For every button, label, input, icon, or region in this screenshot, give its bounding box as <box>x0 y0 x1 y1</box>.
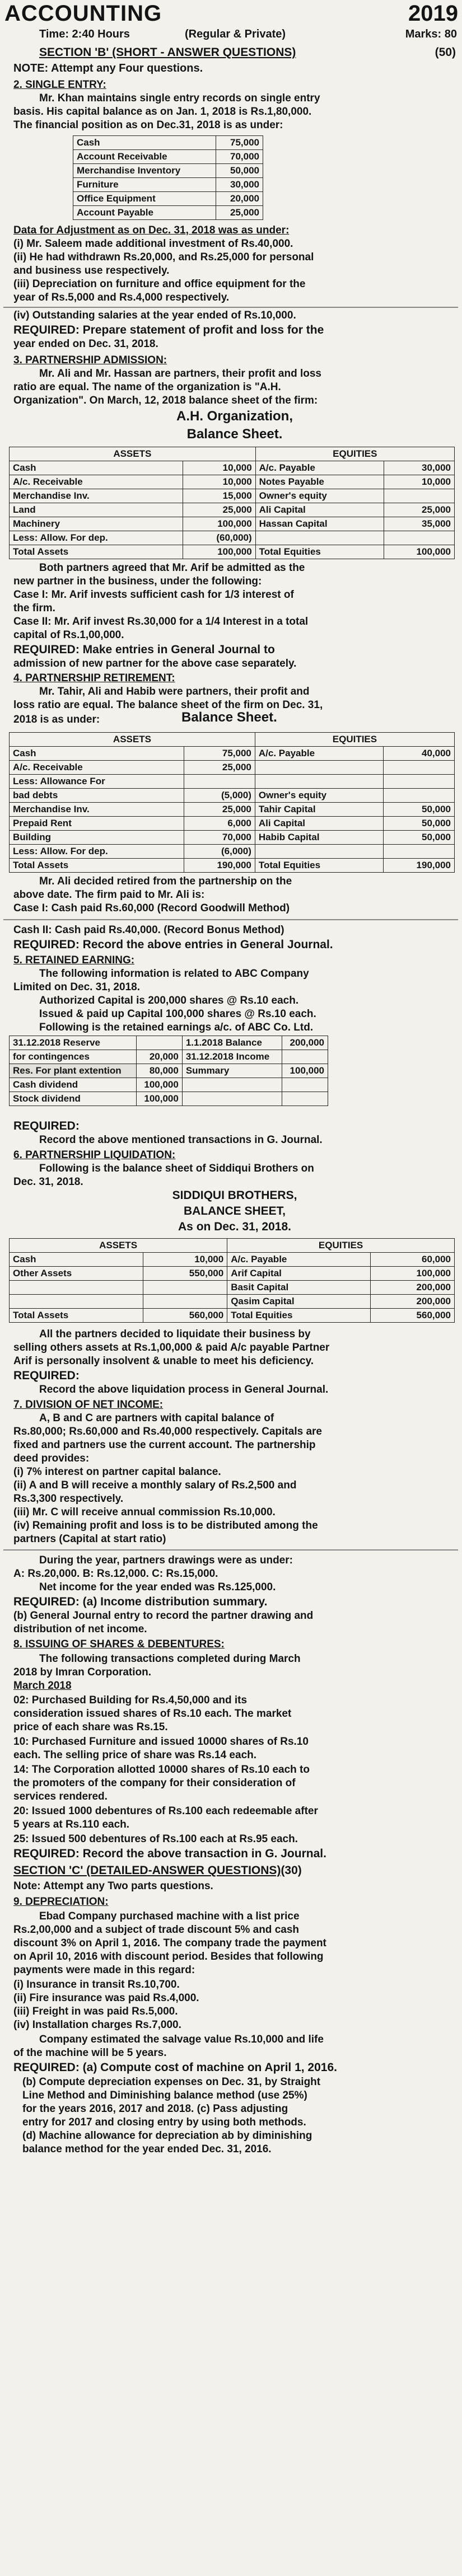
table-cell: 100,000 <box>384 545 454 559</box>
table-cell: Merchandise Inv. <box>10 489 183 503</box>
divider <box>3 919 458 920</box>
table-row <box>10 1050 328 1064</box>
q2-req-1: REQUIRED: Prepare statement of profit and loss for the <box>13 324 324 336</box>
table-cell: Cash dividend <box>10 1078 137 1092</box>
table-cell: Account Payable <box>73 206 216 220</box>
table-cell <box>143 1281 227 1295</box>
q4-after-4: REQUIRED: Record the above entries in General Journal. <box>13 938 333 951</box>
q8-line-1: 2018 by Imran Corporation. <box>13 1666 152 1678</box>
q9-line-9: Company estimated the salvage value Rs.10,000 and life <box>39 2034 324 2045</box>
q2-position-table <box>73 135 263 220</box>
table-row <box>10 831 455 845</box>
q3-after-3: the firm. <box>13 602 55 614</box>
table-row <box>10 1267 455 1281</box>
table-cell: 560,000 <box>143 1309 227 1323</box>
table-cell <box>255 775 383 789</box>
q3-after-7: admission of new partner for the above case separately. <box>13 658 297 669</box>
table-row <box>10 1281 455 1295</box>
q5-intro-1: Limited on Dec. 31, 2018. <box>13 981 140 993</box>
q7-line-6: Rs.3,300 respectively. <box>13 1493 124 1505</box>
table-cell: 70,000 <box>184 831 255 845</box>
table-cell: Stock dividend <box>10 1092 137 1106</box>
table-header: EQUITIES <box>255 447 454 461</box>
table-cell: 200,000 <box>370 1281 454 1295</box>
q8-heading: 8. ISSUING OF SHARES & DEBENTURES: <box>13 1638 225 1650</box>
table-row <box>10 447 455 461</box>
q4-after-0: Mr. Ali decided retired from the partnership on the <box>39 875 292 887</box>
table-cell: bad debts <box>10 789 184 803</box>
table-cell <box>184 775 255 789</box>
table-row <box>10 775 455 789</box>
q2-intro-3: The financial position as on Dec.31, 2018 is as under: <box>13 119 283 131</box>
table-row <box>10 1092 328 1106</box>
table-cell: Machinery <box>10 517 183 531</box>
table-cell: 25,000 <box>184 803 255 817</box>
table-cell: Cash <box>73 136 216 150</box>
q4-balance-sheet <box>9 732 455 873</box>
table-cell: Qasim Capital <box>227 1295 370 1309</box>
q9-line-13: Line Method and Diminishing balance method (use 25%) <box>22 2090 307 2101</box>
q5-req-1: Record the above mentioned transactions in G. Journal. <box>39 1134 323 1146</box>
q2-adj-5: year of Rs.5,000 and Rs.4,000 respectively. <box>13 292 230 303</box>
table-cell: 100,000 <box>282 1064 328 1078</box>
q7-line-9: partners (Capital at start ratio) <box>13 1533 166 1545</box>
table-cell <box>255 761 383 775</box>
table-cell: Account Receivable <box>73 150 216 164</box>
table-cell: Other Assets <box>10 1267 143 1281</box>
table-row <box>10 1295 455 1309</box>
table-cell: 50,000 <box>383 803 454 817</box>
q7-line-11: A: Rs.20,000. B: Rs.12,000. C: Rs.15,000. <box>13 1568 218 1580</box>
table-cell: 31.12.2018 Reserve <box>10 1036 137 1050</box>
table-row <box>73 164 263 178</box>
table-cell: 30,000 <box>384 461 454 475</box>
table-cell: 25,000 <box>216 206 263 220</box>
q4-sheet-title: Balance Sheet. <box>181 710 277 725</box>
table-cell: Hassan Capital <box>255 517 384 531</box>
table-row <box>10 1064 328 1078</box>
table-cell: 60,000 <box>370 1253 454 1267</box>
table-row <box>10 461 455 475</box>
table-cell: for contingences <box>10 1050 137 1064</box>
table-cell: Total Assets <box>10 545 183 559</box>
table-row <box>73 178 263 192</box>
table-header: EQUITIES <box>227 1239 455 1253</box>
table-cell <box>282 1078 328 1092</box>
table-row <box>73 206 263 220</box>
table-header: ASSETS <box>10 733 255 747</box>
table-cell: Owner's equity <box>255 789 383 803</box>
q9-line-1: Rs.2,00,000 and a subject of trade discount 5% and cash <box>13 1924 300 1936</box>
table-row <box>10 503 455 517</box>
table-cell: 100,000 <box>137 1092 183 1106</box>
q4-intro-tail: 2018 is as under: <box>13 714 100 725</box>
table-cell: Prepaid Rent <box>10 817 184 831</box>
q3-after-6: REQUIRED: Make entries in General Journal to <box>13 643 275 656</box>
q2-adj-6: (iv) Outstanding salaries at the year ended of Rs.10,000. <box>13 310 296 321</box>
table-cell: 20,000 <box>137 1050 183 1064</box>
table-cell: 10,000 <box>143 1253 227 1267</box>
table-cell: A/c. Receivable <box>10 761 184 775</box>
section-b-note: NOTE: Attempt any Four questions. <box>13 62 203 74</box>
table-row <box>10 761 455 775</box>
q9-line-3: on April 10, 2016 with discount period. Besides that following <box>13 1951 324 1963</box>
q8-line-6: 10: Purchased Furniture and issued 10000 shares of Rs.10 <box>13 1736 309 1748</box>
table-cell: 75,000 <box>216 136 263 150</box>
table-cell: Office Equipment <box>73 192 216 206</box>
q9-line-12: (b) Compute depreciation expenses on Dec. 31, by Straight <box>22 2076 321 2088</box>
table-cell <box>137 1036 183 1050</box>
q6-sheet-date: As on Dec. 31, 2018. <box>178 1220 291 1233</box>
q6-after-1: selling others assets at Rs.1,00,000 & paid A/c payable Partner <box>13 1342 330 1353</box>
q6-intro-0: Following is the balance sheet of Siddiqui Brothers on <box>39 1163 314 1174</box>
q9-line-15: entry for 2017 and closing entry by using both methods. <box>22 2116 306 2128</box>
table-header: ASSETS <box>10 1239 227 1253</box>
table-cell: 80,000 <box>137 1064 183 1078</box>
q3-intro-1: Mr. Ali and Mr. Hassan are partners, their profit and loss <box>39 368 321 380</box>
table-cell: 35,000 <box>384 517 454 531</box>
table-cell: Less: Allow. For dep. <box>10 845 184 859</box>
q3-sheet-title: Balance Sheet. <box>186 427 283 442</box>
q6-after-3: REQUIRED: <box>13 1369 80 1382</box>
table-cell <box>182 1092 282 1106</box>
table-cell: 50,000 <box>383 817 454 831</box>
q7-line-12: Net income for the year ended was Rs.125,000. <box>39 1581 276 1593</box>
table-row <box>10 475 455 489</box>
q9-line-4: payments were made in this regard: <box>13 1964 195 1976</box>
table-header: EQUITIES <box>255 733 454 747</box>
q3-balance-sheet <box>9 447 455 559</box>
table-cell <box>282 1050 328 1064</box>
q6-heading: 6. PARTNERSHIP LIQUIDATION: <box>13 1149 176 1161</box>
q9-line-17: balance method for the year ended Dec. 31, 2016. <box>22 2143 272 2155</box>
table-row <box>10 531 455 545</box>
q9-line-11: REQUIRED: (a) Compute cost of machine on April 1, 2016. <box>13 2061 337 2074</box>
table-row <box>73 150 263 164</box>
table-cell: Basit Capital <box>227 1281 370 1295</box>
q4-intro-1: Mr. Tahir, Ali and Habib were partners, their profit and <box>39 686 310 697</box>
table-row <box>10 733 455 747</box>
table-cell: 560,000 <box>370 1309 454 1323</box>
table-cell <box>282 1092 328 1106</box>
table-cell <box>383 789 454 803</box>
table-cell <box>143 1295 227 1309</box>
table-cell: 200,000 <box>282 1036 328 1050</box>
table-cell: A/c. Receivable <box>10 475 183 489</box>
table-cell <box>255 845 383 859</box>
q8-line-13: 25: Issued 500 debentures of Rs.100 each at Rs.95 each. <box>13 1833 298 1845</box>
table-cell: Cash <box>10 1253 143 1267</box>
table-cell: 75,000 <box>184 747 255 761</box>
table-cell: Summary <box>182 1064 282 1078</box>
table-row <box>10 1309 455 1323</box>
table-cell: 25,000 <box>184 761 255 775</box>
section-b-title-text: SECTION 'B' (SHORT - ANSWER QUESTIONS) <box>39 46 296 59</box>
table-cell: Total Assets <box>10 1309 143 1323</box>
q4-heading: 4. PARTNERSHIP RETIREMENT: <box>13 672 175 684</box>
q7-line-2: fixed and partners use the current account. The partnership <box>13 1439 316 1451</box>
q9-line-14: for the years 2016, 2017 and 2018. (c) Pass adjusting <box>22 2103 288 2115</box>
table-cell: 70,000 <box>216 150 263 164</box>
table-cell: 10,000 <box>183 461 256 475</box>
table-row <box>10 803 455 817</box>
section-c-marks: (30) <box>281 1864 302 1877</box>
q5-retained-earnings-account <box>9 1036 328 1106</box>
q3-after-0: Both partners agreed that Mr. Arif be admitted as the <box>39 562 305 574</box>
q7-line-1: Rs.80,000; Rs.60,000 and Rs.40,000 respectively. Capitals are <box>13 1426 322 1437</box>
table-cell: A/c. Payable <box>255 461 384 475</box>
table-row <box>10 1078 328 1092</box>
q6-balance-sheet <box>9 1238 455 1323</box>
q6-org-name: SIDDIQUI BROTHERS, <box>172 1189 297 1202</box>
q6-intro-1: Dec. 31, 2018. <box>13 1176 83 1188</box>
q2-intro-1: Mr. Khan maintains single entry records on single entry <box>39 92 320 104</box>
table-row <box>10 517 455 531</box>
q8-line-8: 14: The Corporation allotted 10000 shares of Rs.10 each to <box>13 1764 310 1776</box>
table-row <box>10 747 455 761</box>
q7-line-0: A, B and C are partners with capital balance of <box>39 1412 274 1424</box>
q8-line-14: REQUIRED: Record the above transaction in G. Journal. <box>13 1847 326 1860</box>
q2-adj-3: and business use respectively. <box>13 265 170 277</box>
q2-intro-2: basis. His capital balance as on Jan. 1, 2018 is Rs.1,80,000. <box>13 106 312 118</box>
table-cell: 190,000 <box>184 859 255 873</box>
q3-heading: 3. PARTNERSHIP ADMISSION: <box>13 354 167 366</box>
table-cell: 100,000 <box>370 1267 454 1281</box>
q8-line-5: price of each share was Rs.15. <box>13 1721 168 1733</box>
table-cell: Merchandise Inventory <box>73 164 216 178</box>
table-header: ASSETS <box>10 447 256 461</box>
q5-intro-4: Following is the retained earnings a/c. of ABC Co. Ltd. <box>39 1022 314 1033</box>
table-cell <box>383 761 454 775</box>
q7-line-3: deed provides: <box>13 1453 90 1464</box>
q2-adj-0: Data for Adjustment as on Dec. 31, 2018 was as under: <box>13 224 290 236</box>
table-cell: 1.1.2018 Balance <box>182 1036 282 1050</box>
table-cell: Notes Payable <box>255 475 384 489</box>
exam-meta <box>39 28 457 44</box>
table-cell <box>10 1281 143 1295</box>
q5-req-0: REQUIRED: <box>13 1120 80 1132</box>
q8-line-7: each. The selling price of share was Rs.14 each. <box>13 1749 257 1761</box>
table-cell <box>383 775 454 789</box>
q5-heading: 5. RETAINED EARNING: <box>13 954 135 966</box>
q3-after-2: Case I: Mr. Arif invests sufficient cash for 1/3 interest of <box>13 589 294 601</box>
q8-line-11: 20: Issued 1000 debentures of Rs.100 each redeemable after <box>13 1805 318 1817</box>
table-cell: 30,000 <box>216 178 263 192</box>
time-allowed: Time: 2:40 Hours <box>39 28 130 40</box>
section-c-title-text: SECTION 'C' (DETAILED-ANSWER QUESTIONS) <box>13 1864 281 1877</box>
table-cell: Ali Capital <box>255 817 383 831</box>
table-row <box>10 1253 455 1267</box>
table-cell: 10,000 <box>183 475 256 489</box>
table-cell: A/c. Payable <box>227 1253 370 1267</box>
q7-line-13: REQUIRED: (a) Income distribution summary. <box>13 1595 268 1608</box>
table-cell: Total Equities <box>255 545 384 559</box>
table-cell: 25,000 <box>384 503 454 517</box>
table-cell: Less: Allowance For <box>10 775 184 789</box>
table-cell: 50,000 <box>216 164 263 178</box>
table-cell: Land <box>10 503 183 517</box>
exam-year: 2019 <box>408 1 458 26</box>
table-row <box>10 1239 455 1253</box>
table-cell <box>10 1295 143 1309</box>
table-cell: 20,000 <box>216 192 263 206</box>
q2-adj-4: (iii) Depreciation on furniture and office equipment for the <box>13 278 306 290</box>
q9-line-16: (d) Machine allowance for depreciation ab by diminishing <box>22 2130 312 2142</box>
q2-heading: 2. SINGLE ENTRY: <box>13 79 106 91</box>
table-cell <box>182 1078 282 1092</box>
table-cell: (60,000) <box>183 531 256 545</box>
table-cell <box>384 489 454 503</box>
q9-heading: 9. DEPRECIATION: <box>13 1896 109 1908</box>
q9-line-7: (iii) Freight in was paid Rs.5,000. <box>13 2006 178 2017</box>
section-c-note: Note: Attempt any Two parts questions. <box>13 1880 213 1892</box>
q8-line-9: the promoters of the company for their consideration of <box>13 1777 296 1789</box>
q7-line-10: During the year, partners drawings were as under: <box>39 1554 293 1566</box>
table-cell <box>255 531 384 545</box>
table-cell: Total Equities <box>255 859 383 873</box>
table-cell: Arif Capital <box>227 1267 370 1281</box>
q3-after-4: Case II: Mr. Arif invest Rs.30,000 for a 1/4 Interest in a total <box>13 616 309 627</box>
table-cell: 40,000 <box>383 747 454 761</box>
table-cell: 10,000 <box>384 475 454 489</box>
table-cell: 550,000 <box>143 1267 227 1281</box>
table-cell: 200,000 <box>370 1295 454 1309</box>
divider <box>3 1549 458 1551</box>
table-cell: Ali Capital <box>255 503 384 517</box>
q3-org-name: A.H. Organization, <box>176 409 293 424</box>
table-cell: Merchandise Inv. <box>10 803 184 817</box>
table-cell: Total Assets <box>10 859 184 873</box>
q4-intro-3 <box>13 710 456 727</box>
q5-intro-3: Issued & paid up Capital 100,000 shares @ Rs.10 each. <box>39 1008 316 1020</box>
q8-line-0: The following transactions completed during March <box>39 1653 301 1665</box>
total-marks: Marks: 80 <box>405 28 457 40</box>
q8-line-3: 02: Purchased Building for Rs.4,50,000 and its <box>13 1694 248 1706</box>
q4-intro-2: loss ratio are equal. The balance sheet of the firm on Dec. 31, <box>13 699 323 711</box>
q3-after-5: capital of Rs.1,00,000. <box>13 629 124 641</box>
table-row <box>73 136 263 150</box>
section-b-marks: (50) <box>435 46 456 59</box>
q7-line-14: (b) General Journal entry to record the partner drawing and <box>13 1610 314 1622</box>
q7-heading: 7. DIVISION OF NET INCOME: <box>13 1399 164 1411</box>
q8-line-10: services rendered. <box>13 1791 108 1802</box>
q7-line-8: (iv) Remaining profit and loss is to be distributed among the <box>13 1520 318 1531</box>
q9-line-5: (i) Insurance in transit Rs.10,700. <box>13 1979 180 1990</box>
table-cell: 50,000 <box>383 831 454 845</box>
table-cell: 100,000 <box>183 517 256 531</box>
table-cell: 190,000 <box>383 859 454 873</box>
q2-adj-1: (i) Mr. Saleem made additional investment of Rs.40,000. <box>13 238 293 250</box>
q6-after-2: Arif is personally insolvent & unable to meet his deficiency. <box>13 1355 314 1367</box>
exam-mode: (Regular & Private) <box>185 28 286 40</box>
q4-after-3: Cash II: Cash paid Rs.40,000. (Record Bonus Method) <box>13 924 284 936</box>
q4-after-2: Case I: Cash paid Rs.60,000 (Record Goodwill Method) <box>13 902 290 914</box>
table-cell: Building <box>10 831 184 845</box>
q3-intro-3: Organization". On March, 12, 2018 balance sheet of the firm: <box>13 395 318 406</box>
table-cell: Cash <box>10 747 184 761</box>
table-cell: Habib Capital <box>255 831 383 845</box>
table-cell: Less: Allow. For dep. <box>10 531 183 545</box>
table-cell: 15,000 <box>183 489 256 503</box>
table-cell: (6,000) <box>184 845 255 859</box>
q3-after-1: new partner in the business, under the following: <box>13 575 262 587</box>
q9-line-6: (ii) Fire insurance was paid Rs.4,000. <box>13 1992 199 2004</box>
table-cell: Owner's equity <box>255 489 384 503</box>
table-cell: Tahir Capital <box>255 803 383 817</box>
q7-line-7: (iii) Mr. C will receive annual commission Rs.10,000. <box>13 1506 276 1518</box>
table-cell: (5,000) <box>184 789 255 803</box>
divider <box>3 307 458 308</box>
table-row <box>10 817 455 831</box>
table-cell: Cash <box>10 461 183 475</box>
table-row <box>10 1036 328 1050</box>
table-cell: 100,000 <box>137 1078 183 1092</box>
section-c-title <box>13 1864 456 1877</box>
table-cell: Furniture <box>73 178 216 192</box>
paper-header <box>4 1 458 26</box>
q8-line-12: 5 years at Rs.110 each. <box>13 1819 130 1830</box>
q7-line-4: (i) 7% interest on partner capital balance. <box>13 1466 221 1478</box>
table-cell <box>384 531 454 545</box>
table-row <box>10 545 455 559</box>
q7-line-15: distribution of net income. <box>13 1623 147 1635</box>
q6-sheet-title: BALANCE SHEET, <box>183 1205 286 1217</box>
table-cell: A/c. Payable <box>255 747 383 761</box>
table-cell: 31.12.2018 Income <box>182 1050 282 1064</box>
q7-line-5: (ii) A and B will receive a monthly salary of Rs.2,500 and <box>13 1479 297 1491</box>
q6-after-4: Record the above liquidation process in General Journal. <box>39 1384 329 1395</box>
section-b-title <box>39 46 456 59</box>
q3-intro-2: ratio are equal. The name of the organization is "A.H. <box>13 381 281 393</box>
subject-title: ACCOUNTING <box>4 1 162 26</box>
table-cell: 25,000 <box>183 503 256 517</box>
q5-intro-2: Authorized Capital is 200,000 shares @ Rs.10 each. <box>39 995 299 1006</box>
table-cell: 100,000 <box>183 545 256 559</box>
q4-after-1: above date. The firm paid to Mr. Ali is: <box>13 889 205 901</box>
table-row <box>10 489 455 503</box>
q8-line-4: consideration issued shares of Rs.10 each. The market <box>13 1708 292 1720</box>
table-row <box>73 192 263 206</box>
table-cell: 6,000 <box>184 817 255 831</box>
table-row <box>10 845 455 859</box>
q9-line-0: Ebad Company purchased machine with a list price <box>39 1910 300 1922</box>
q9-line-10: of the machine will be 5 years. <box>13 2047 167 2059</box>
q8-line-2: March 2018 <box>13 1680 72 1692</box>
table-cell: Total Equities <box>227 1309 370 1323</box>
table-row <box>10 789 455 803</box>
table-cell: Res. For plant extention <box>10 1064 137 1078</box>
q5-intro-0: The following information is related to ABC Company <box>39 968 309 980</box>
q6-after-0: All the partners decided to liquidate their business by <box>39 1328 311 1340</box>
q9-line-2: discount 3% on April 1, 2016. The company trade the payment <box>13 1937 326 1949</box>
q2-req-2: year ended on Dec. 31, 2018. <box>13 338 158 350</box>
q2-adj-2: (ii) He had withdrawn Rs.20,000, and Rs.25,000 for personal <box>13 251 314 263</box>
q9-line-8: (iv) Installation charges Rs.7,000. <box>13 2019 181 2031</box>
table-row <box>10 859 455 873</box>
table-cell <box>383 845 454 859</box>
